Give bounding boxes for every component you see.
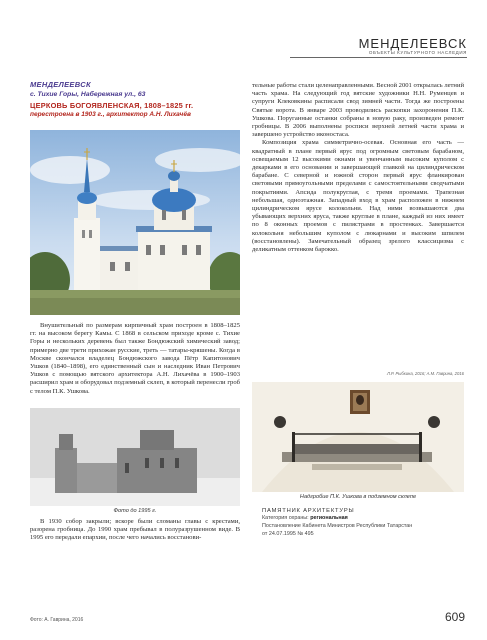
address: с. Тихие Горы, Набережная ул., 63 (30, 91, 146, 98)
text-left (30, 322, 240, 396)
header-divider (290, 57, 467, 58)
protection-category (262, 514, 412, 522)
decree-date: от 24.07.1995 № 495 (262, 531, 314, 537)
paragraph-restoration: тельные работы стали целенаправленными. Весной 2001 открылась летний часть храма. На следующий год вятские художники Н.Н. Руменцев и супруги Клековкины расписали свод зимней части. Тогда же построены Святые ворота. В январе 2003 проводились раскопки захоронения П.К. Ушкова. Поруганные останки собраны в новую раку, произведен ремонт гробницы. В 2006 выполнены росписи верхней летней части храма и завершено устройство иконостаса. (252, 82, 465, 139)
entry-heading (30, 80, 238, 118)
text-right (252, 82, 464, 254)
monument-info (262, 508, 412, 538)
decree-text: Постановление Кабинета Министров Республики Татарстан (262, 523, 413, 529)
object-subtitle: перестроена в 1903 г., архитектор А.Н. Лихачёв (30, 111, 191, 118)
tomb-photo-caption: Надгробие П.К. Ушкова в подземном склепе (299, 494, 417, 500)
church-photo (30, 130, 240, 315)
page-header-title: МЕНДЕЛЕЕВСК (358, 36, 467, 51)
city-name: МЕНДЕЛЕЕВСК (30, 80, 91, 89)
monument-heading: ПАМЯТНИК АРХИТЕКТУРЫ (262, 508, 355, 514)
paragraph-soviet-era: В 1930 собор закрыли; вскоре были сломаны главы с крестами, разорена гробница. До 1990 храм пребывал в полуразрушенном виде. В 1995 его передали епархии, после чего начались восстанови- (30, 518, 240, 542)
historic-photo-caption: Фото до 1995 г. (113, 508, 157, 514)
page-header-subtitle: ОБЪЕКТЫ КУЛЬТУРНОГО НАСЛЕДИЯ (368, 50, 467, 55)
photo-credit: Фото: А. Гаврина, 2016 (30, 617, 84, 623)
category-label: Категория охраны: (262, 515, 309, 521)
tomb-photo (252, 382, 464, 492)
category-value: региональная (310, 515, 348, 521)
historic-photo (30, 408, 240, 506)
text-bottom (30, 518, 240, 543)
authors-credit: Л.Р. Рыбкина, 2016; А.М. Гаврина, 2016 (387, 371, 464, 376)
page-number: 609 (444, 610, 465, 624)
paragraph-composition: Композиция храма симметрично-осевая. Основная его часть — квадратный в плане первый ярус под огромным световым барабаном, освещаемым 12 высокими окнами и увенчанным высоким куполом с декарками в его основании и завершающей главкой на цилиндрическом барабане. С северной и южной сторон первый ярус фланкирован световыми прямоугольными пределами с самостоятельными сводчатыми покрытиями. Апсида полукруглая, с тремя проемами. Трапезная небольшая, одноэтажная. Западный вход в храм расположен в нижнем цилиндрическом ярусе колокольни. Над ними возвышаются два убывающих верхних яруса, также круглые в плане, каждый из них имеет по 8 оконных проемов с пилястрами в простенках. Завершается колокольня небольшим куполом с люкарнами и высоким шпилем (восстановлены). Замечательный образец зрелого классицизма с деликатным оттенком барокко. (252, 139, 464, 254)
paragraph-history: Внушительный по размерам кирпичный храм построен в 1808–1825 гг. на высоком берегу Камы. С 1868 в сельском приходе кроме с. Тихие Горы и нескольких деревень был также Бондюжский химический завод; примерно две трети прихожан русские, треть — татары-кряшены. Когда в Москве скончался владелец Бондюжского завода Пётр Капитонович Ушков (1840–1898), его единственный сын и наследник Иван Петрович Ушков с помощью вятского архитектора А.Н. Лихачёва в 1900–1903 расширил храм и оборудовал подземный склеп, в который перенесли гроб с телом П.К. Ушкова. (30, 322, 240, 395)
object-title: ЦЕРКОВЬ БОГОЯВЛЕНСКАЯ, 1808–1825 гг. (30, 101, 194, 110)
